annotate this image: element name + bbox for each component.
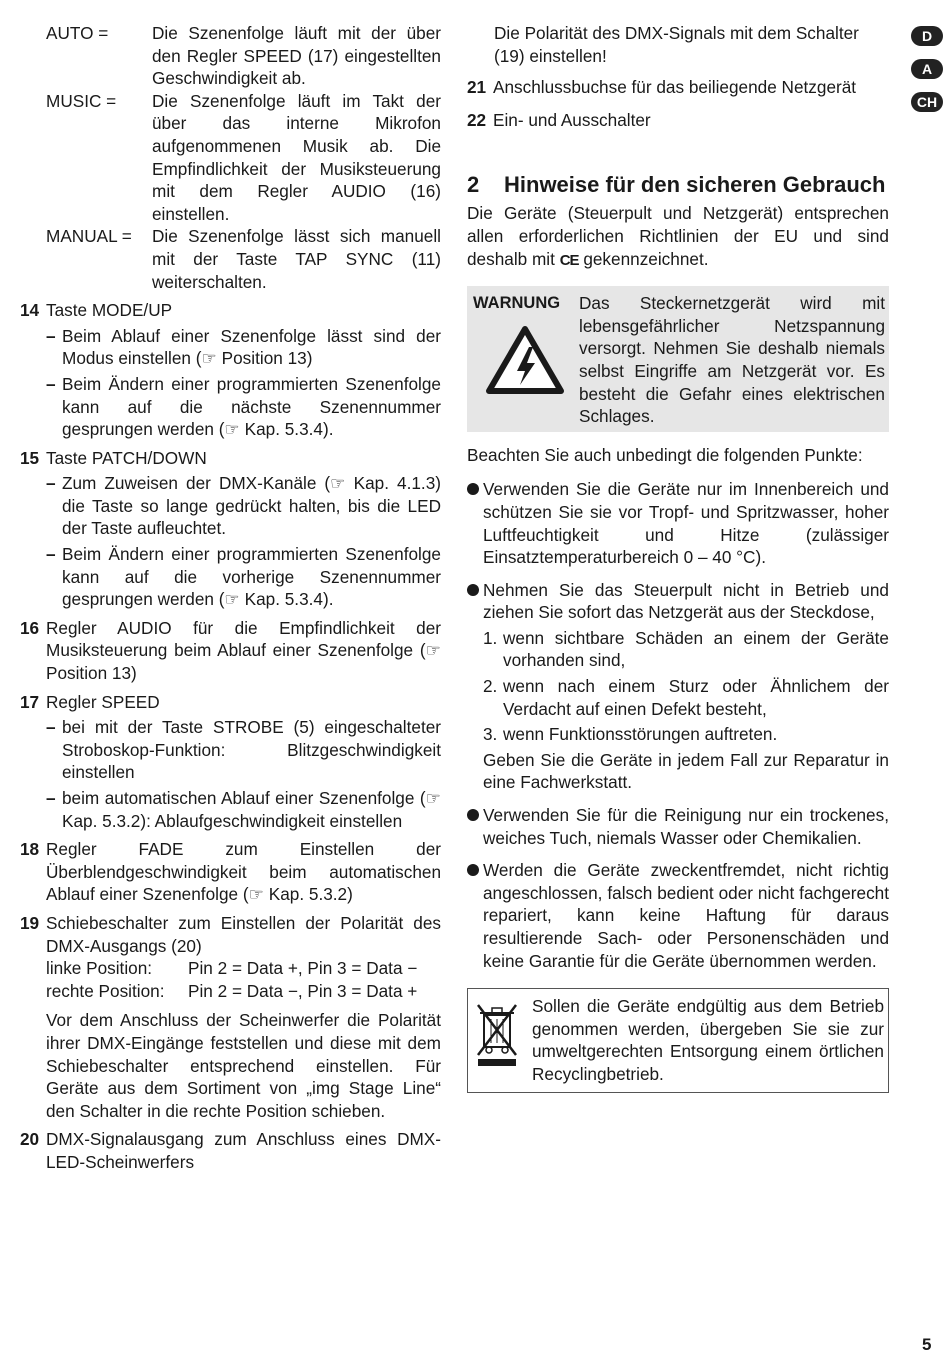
mode-term: MUSIC =	[46, 90, 117, 111]
disposal-text: Sollen die Geräte endgültig aus dem Betrieb genommen werden, übergeben Sie sie zur umweltgerechten Entsorgung einem örtlichen Recyclingbetrieb.	[532, 996, 884, 1084]
bullet-item	[467, 478, 889, 568]
item-text: Ein- und Ausschalter	[493, 109, 651, 130]
position-label: linke Position:	[46, 958, 153, 979]
mode-desc: Die Szenenfolge läuft im Takt der über das interne Mikrofon aufgenommenen Musik ab. Die Empfindlichkeit der Musiksteuerung mit dem Regler AUDIO (16) einstellen.	[152, 90, 441, 224]
item-dash-text: Zum Zuweisen der DMX-Kanäle (☞ Kap. 4.1.3) die Taste so lange gedrückt halten, bis die LED der Taste aufleuchtet.	[62, 473, 441, 539]
position-label: rechte Position:	[46, 980, 165, 1001]
item-number: 19	[20, 912, 40, 933]
position-row-left	[46, 957, 441, 980]
warning-text: Das Steckernetzgerät wird mit lebensgefährlicher Netzspannung versorgt. Nehmen Sie deshalb niemals selbst Eingriffe am Netzgerät vor. Es besteht die Gefahr eines elektrischen Schlages.	[579, 293, 885, 427]
bullet-text: Verwenden Sie für die Reinigung nur ein trockenes, weiches Tuch, niemals Wasser oder Chemikalien.	[483, 805, 889, 848]
sub-text: wenn Funktionsstörungen auftreten.	[503, 724, 778, 745]
item-number: 20	[20, 1129, 40, 1150]
item-18	[20, 838, 441, 906]
mode-desc: Die Szenenfolge lässt sich manuell mit der Taste TAP SYNC (11) weiterschalten.	[152, 226, 441, 292]
note-paragraph: Beachten Sie auch unbedingt die folgenden Punkte:	[467, 444, 863, 465]
page-number: 5	[922, 1335, 932, 1354]
bullet-text: Geben Sie die Geräte in jedem Fall zur Reparatur in eine Fachwerkstatt.	[483, 749, 889, 793]
item-number: 17	[20, 691, 40, 712]
left-column	[20, 22, 441, 1174]
item-number: 22	[467, 109, 487, 130]
item-17: 17 Regler SPEED – bei mit der Taste STROBE (5) eingeschalteter Stroboskop-Funktion: Blitzgeschwindigkeit einstellen – beim automatischen Ablauf einer Szenenfolge (☞ Kap. 5.3.2): Ablaufgeschwindigkeit einstellen	[20, 691, 441, 831]
mode-def-manual	[20, 225, 441, 293]
item-paragraph: Vor dem Anschluss der Scheinwerfer die Polarität ihrer DMX-Eingänge feststellen und diese mit dem Schiebeschalter entsprechend einstellen. Für Geräte aus dem Sortiment von „img Stage Line“ den Schalter in die rechte Position schieben.	[46, 1010, 441, 1121]
item-19	[20, 912, 441, 1122]
section-number: 2	[467, 172, 480, 198]
item-dash-text: bei mit der Taste STROBE (5) eingeschalteter Stroboskop-Funktion: Blitzgeschwindigkeit einstellen	[62, 717, 441, 783]
position-value: Pin 2 = Data −, Pin 3 = Data +	[188, 980, 418, 1001]
bullet-icon	[467, 859, 483, 972]
bullet-item	[467, 804, 889, 849]
position-row-right	[46, 980, 441, 1003]
item-dash-text: beim automatischen Ablauf einer Szenenfolge (☞ Kap. 5.3.2): Ablaufgeschwindigkeit einstellen	[62, 788, 441, 831]
item-number: 18	[20, 839, 40, 860]
sub-number: 3.	[483, 724, 498, 745]
item-title: Taste PATCH/DOWN	[46, 447, 207, 468]
bullet-text: Werden die Geräte zweckentfremdet, nicht richtig angeschlossen, falsch bedient oder nicht fachgerecht repariert, kann keine Haftung für daraus resultierende Sach- oder Personenschäden und keine Garantie für die Geräte übernommen werden.	[483, 860, 889, 971]
item-dash-text: Beim Ändern einer programmierten Szenenfolge kann auf die nächste Szenennummer gesprungen werden (☞ Kap. 5.3.4).	[62, 373, 441, 440]
sub-number: 2.	[483, 676, 498, 697]
right-column	[467, 22, 889, 1093]
item-text: DMX-Signalausgang zum Anschluss eines DMX-LED-Scheinwerfers	[46, 1129, 441, 1172]
item-text: Regler AUDIO für die Empfindlichkeit der Musiksteuerung beim Ablauf einer Szenenfolge (☞ Position 13)	[46, 617, 441, 684]
continued-text: Die Polarität des DMX-Signals mit dem Schalter (19) einstellen!	[494, 23, 859, 66]
item-21	[467, 76, 889, 99]
item-16	[20, 617, 441, 685]
item-15: 15 Taste PATCH/DOWN – Zum Zuweisen der DMX-Kanäle (☞ Kap. 4.1.3) die Taste so lange gedrückt halten, bis die LED der Taste aufleuchtet. – Beim Ändern einer programmierten Szenenfolge kann auf die vorherige Szenennummer gesprungen werden (☞ Kap. 5.3.4).	[20, 447, 441, 610]
mode-def-music	[20, 90, 441, 226]
item-number: 21	[467, 77, 487, 98]
language-tabs	[911, 26, 945, 125]
item-dash-text: Beim Ablauf einer Szenenfolge lässt sind der Modus einstellen (☞ Position 13)	[62, 325, 441, 369]
item-text: Schiebeschalter zum Einstellen der Polarität des DMX-Ausgangs (20)	[46, 912, 441, 956]
mode-term: MANUAL =	[46, 226, 132, 247]
bullet-item	[467, 859, 889, 972]
item-text: Anschlussbuchse für das beiliegende Netzgerät	[493, 77, 857, 98]
item-text: Regler FADE zum Einstellen der Überblendgeschwindigkeit beim automatischen Ablauf einer Szenenfolge (☞ Kap. 5.3.2)	[46, 839, 441, 905]
item-number: 16	[20, 617, 40, 638]
warning-box	[467, 286, 889, 432]
intro-paragraph: Die Geräte (Steuerpult und Netzgerät) entsprechen allen erforderlichen Richtlinien der EU und sind deshalb mit CE gekennzeichnet.	[467, 203, 889, 269]
disposal-box	[467, 988, 889, 1092]
item-number: 15	[20, 447, 40, 468]
mode-term: AUTO =	[46, 23, 109, 43]
item-20	[20, 1128, 441, 1173]
bullet-icon	[467, 804, 483, 849]
item-22	[467, 109, 889, 132]
warning-label: WARNUNG	[473, 294, 561, 313]
bullet-icon	[467, 579, 483, 794]
item-dash-text: Beim Ändern einer programmierten Szenenfolge kann auf die vorherige Szenennummer gesprungen werden (☞ Kap. 5.3.4).	[62, 544, 441, 610]
sub-text: wenn sichtbare Schäden an einem der Geräte vorhanden sind,	[503, 627, 889, 671]
item-title: Regler SPEED	[46, 691, 160, 712]
item-14: 14 Taste MODE/UP – Beim Ablauf einer Szenenfolge lässt sind der Modus einstellen (☞ Position 13) – Beim Ändern einer programmierten Szenenfolge kann auf die nächste Szenennummer gesprungen werden (☞ Kap. 5.3.4).	[20, 300, 441, 440]
ce-mark: CE	[559, 251, 579, 269]
section-title: Hinweise für den sicheren Gebrauch	[504, 172, 886, 198]
crossed-bin-icon	[474, 999, 520, 1069]
item-number: 14	[20, 300, 40, 321]
mode-def-auto	[20, 22, 441, 90]
high-voltage-warning-icon	[485, 325, 565, 395]
language-tab-d: D	[911, 26, 943, 46]
bullet-item	[467, 579, 889, 794]
sub-number: 1.	[483, 627, 498, 648]
bullet-icon	[467, 478, 483, 568]
mode-desc: Die Szenenfolge läuft mit der über den Regler SPEED (17) eingestellten Geschwindigkeit ab.	[152, 23, 441, 89]
item-title: Taste MODE/UP	[46, 300, 173, 321]
sub-text: wenn nach einem Sturz oder Ähnlichem der Verdacht auf einen Defekt besteht,	[503, 676, 889, 719]
language-tab-ch: CH	[911, 92, 943, 112]
section-heading	[467, 171, 889, 198]
language-tab-a: A	[911, 59, 943, 79]
position-value: Pin 2 = Data +, Pin 3 = Data −	[188, 958, 418, 979]
bullet-text: Verwenden Sie die Geräte nur im Innenbereich und schützen Sie sie vor Tropf- und Spritzwasser, hoher Luftfeuchtigkeit und Hitze (zulässiger Einsatztemperaturbereich 0 – 40 °C).	[483, 479, 889, 568]
bullet-text: Nehmen Sie das Steuerpult nicht in Betrieb und ziehen Sie sofort das Netzgerät aus der Steckdose,	[483, 579, 889, 623]
